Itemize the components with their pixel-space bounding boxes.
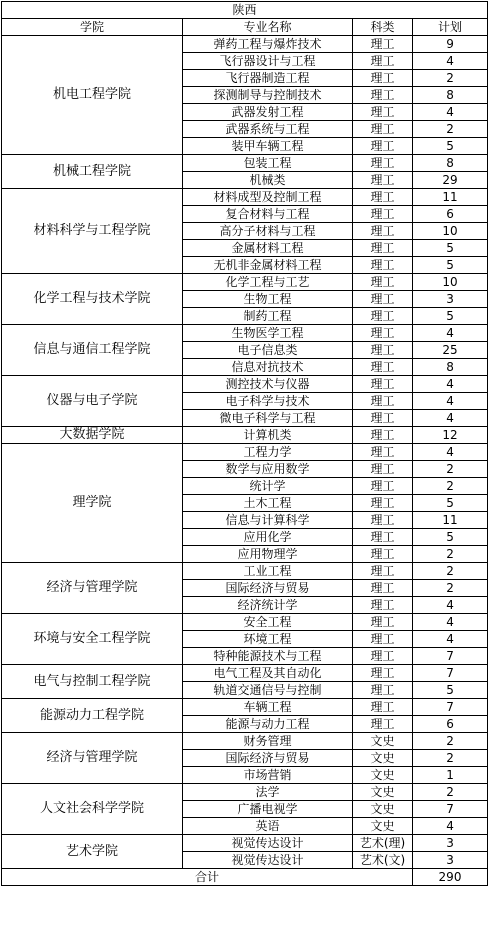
table-row xyxy=(2,665,488,682)
college-cell: 材料科学与工程学院 xyxy=(2,189,183,274)
table-row xyxy=(2,376,488,393)
table-row xyxy=(2,614,488,631)
major-cell: 特种能源技术与工程 xyxy=(183,648,353,665)
category-cell: 文史 xyxy=(353,750,413,767)
table-row xyxy=(2,784,488,801)
plan-cell: 6 xyxy=(413,206,488,223)
plan-cell: 3 xyxy=(413,291,488,308)
plan-cell: 3 xyxy=(413,835,488,852)
plan-cell: 29 xyxy=(413,172,488,189)
header-college: 学院 xyxy=(2,19,183,36)
category-cell: 理工 xyxy=(353,138,413,155)
major-cell: 电气工程及其自动化 xyxy=(183,665,353,682)
plan-cell: 8 xyxy=(413,87,488,104)
major-cell: 信息对抗技术 xyxy=(183,359,353,376)
plan-cell: 1 xyxy=(413,767,488,784)
plan-cell: 2 xyxy=(413,478,488,495)
category-cell: 理工 xyxy=(353,631,413,648)
college-cell: 仪器与电子学院 xyxy=(2,376,183,427)
category-cell: 理工 xyxy=(353,291,413,308)
category-cell: 理工 xyxy=(353,308,413,325)
major-cell: 电子科学与技术 xyxy=(183,393,353,410)
major-cell: 视觉传达设计 xyxy=(183,835,353,852)
category-cell: 理工 xyxy=(353,274,413,291)
major-cell: 生物医学工程 xyxy=(183,325,353,342)
major-cell: 视觉传达设计 xyxy=(183,852,353,869)
college-cell: 经济与管理学院 xyxy=(2,733,183,784)
plan-cell: 2 xyxy=(413,784,488,801)
college-cell: 理学院 xyxy=(2,444,183,563)
major-cell: 车辆工程 xyxy=(183,699,353,716)
category-cell: 理工 xyxy=(353,614,413,631)
category-cell: 文史 xyxy=(353,733,413,750)
category-cell: 理工 xyxy=(353,155,413,172)
plan-cell: 2 xyxy=(413,750,488,767)
major-cell: 飞行器制造工程 xyxy=(183,70,353,87)
college-cell: 化学工程与技术学院 xyxy=(2,274,183,325)
major-cell: 土木工程 xyxy=(183,495,353,512)
table-row xyxy=(2,36,488,53)
plan-cell: 8 xyxy=(413,359,488,376)
major-cell: 探测制导与控制技术 xyxy=(183,87,353,104)
header-category: 科类 xyxy=(353,19,413,36)
major-cell: 应用化学 xyxy=(183,529,353,546)
plan-cell: 5 xyxy=(413,257,488,274)
category-cell: 理工 xyxy=(353,597,413,614)
plan-cell: 5 xyxy=(413,529,488,546)
category-cell: 理工 xyxy=(353,529,413,546)
plan-cell: 5 xyxy=(413,138,488,155)
category-cell: 理工 xyxy=(353,563,413,580)
table-row xyxy=(2,325,488,342)
major-cell: 英语 xyxy=(183,818,353,835)
category-cell: 理工 xyxy=(353,648,413,665)
major-cell: 金属材料工程 xyxy=(183,240,353,257)
category-cell: 文史 xyxy=(353,784,413,801)
plan-cell: 2 xyxy=(413,546,488,563)
plan-cell: 25 xyxy=(413,342,488,359)
category-cell: 理工 xyxy=(353,189,413,206)
category-cell: 理工 xyxy=(353,104,413,121)
total-value: 290 xyxy=(413,869,488,886)
major-cell: 电子信息类 xyxy=(183,342,353,359)
major-cell: 财务管理 xyxy=(183,733,353,750)
plan-cell: 4 xyxy=(413,325,488,342)
major-cell: 广播电视学 xyxy=(183,801,353,818)
major-cell: 复合材料与工程 xyxy=(183,206,353,223)
major-cell: 飞行器设计与工程 xyxy=(183,53,353,70)
major-cell: 经济统计学 xyxy=(183,597,353,614)
major-cell: 工程力学 xyxy=(183,444,353,461)
major-cell: 包装工程 xyxy=(183,155,353,172)
plan-cell: 4 xyxy=(413,104,488,121)
table-row xyxy=(2,427,488,444)
plan-cell: 7 xyxy=(413,801,488,818)
major-cell: 武器发射工程 xyxy=(183,104,353,121)
plan-cell: 4 xyxy=(413,410,488,427)
college-cell: 能源动力工程学院 xyxy=(2,699,183,733)
major-cell: 高分子材料与工程 xyxy=(183,223,353,240)
table-row xyxy=(2,155,488,172)
header-plan: 计划 xyxy=(413,19,488,36)
plan-cell: 5 xyxy=(413,495,488,512)
plan-cell: 4 xyxy=(413,631,488,648)
college-cell: 环境与安全工程学院 xyxy=(2,614,183,665)
plan-cell: 9 xyxy=(413,36,488,53)
major-cell: 计算机类 xyxy=(183,427,353,444)
category-cell: 理工 xyxy=(353,376,413,393)
category-cell: 理工 xyxy=(353,665,413,682)
category-cell: 理工 xyxy=(353,393,413,410)
college-cell: 大数据学院 xyxy=(2,427,183,444)
title-row xyxy=(2,2,488,19)
college-cell: 艺术学院 xyxy=(2,835,183,869)
major-cell: 市场营销 xyxy=(183,767,353,784)
plan-cell: 2 xyxy=(413,733,488,750)
category-cell: 理工 xyxy=(353,240,413,257)
category-cell: 理工 xyxy=(353,172,413,189)
major-cell: 武器系统与工程 xyxy=(183,121,353,138)
plan-cell: 4 xyxy=(413,614,488,631)
college-cell: 经济与管理学院 xyxy=(2,563,183,614)
major-cell: 安全工程 xyxy=(183,614,353,631)
major-cell: 弹药工程与爆炸技术 xyxy=(183,36,353,53)
plan-cell: 11 xyxy=(413,512,488,529)
major-cell: 应用物理学 xyxy=(183,546,353,563)
category-cell: 理工 xyxy=(353,546,413,563)
category-cell: 艺术(理) xyxy=(353,835,413,852)
category-cell: 文史 xyxy=(353,818,413,835)
major-cell: 国际经济与贸易 xyxy=(183,750,353,767)
plan-cell: 10 xyxy=(413,223,488,240)
category-cell: 理工 xyxy=(353,461,413,478)
category-cell: 理工 xyxy=(353,495,413,512)
category-cell: 文史 xyxy=(353,767,413,784)
category-cell: 理工 xyxy=(353,427,413,444)
plan-cell: 5 xyxy=(413,682,488,699)
plan-cell: 6 xyxy=(413,716,488,733)
major-cell: 国际经济与贸易 xyxy=(183,580,353,597)
plan-cell: 2 xyxy=(413,563,488,580)
table-row xyxy=(2,733,488,750)
table-row xyxy=(2,563,488,580)
major-cell: 数学与应用数学 xyxy=(183,461,353,478)
college-cell: 信息与通信工程学院 xyxy=(2,325,183,376)
major-cell: 轨道交通信号与控制 xyxy=(183,682,353,699)
category-cell: 艺术(文) xyxy=(353,852,413,869)
major-cell: 微电子科学与工程 xyxy=(183,410,353,427)
category-cell: 理工 xyxy=(353,206,413,223)
category-cell: 理工 xyxy=(353,444,413,461)
table-row xyxy=(2,699,488,716)
plan-cell: 7 xyxy=(413,648,488,665)
major-cell: 统计学 xyxy=(183,478,353,495)
major-cell: 环境工程 xyxy=(183,631,353,648)
total-label: 合计 xyxy=(2,869,413,886)
plan-cell: 5 xyxy=(413,308,488,325)
plan-cell: 4 xyxy=(413,393,488,410)
plan-cell: 7 xyxy=(413,699,488,716)
plan-cell: 11 xyxy=(413,189,488,206)
major-cell: 装甲车辆工程 xyxy=(183,138,353,155)
plan-cell: 4 xyxy=(413,53,488,70)
category-cell: 理工 xyxy=(353,87,413,104)
major-cell: 工业工程 xyxy=(183,563,353,580)
plan-cell: 4 xyxy=(413,818,488,835)
college-cell: 机械工程学院 xyxy=(2,155,183,189)
category-cell: 理工 xyxy=(353,342,413,359)
category-cell: 文史 xyxy=(353,801,413,818)
plan-cell: 2 xyxy=(413,70,488,87)
major-cell: 材料成型及控制工程 xyxy=(183,189,353,206)
major-cell: 能源与动力工程 xyxy=(183,716,353,733)
table-row xyxy=(2,835,488,852)
category-cell: 理工 xyxy=(353,121,413,138)
plan-cell: 2 xyxy=(413,461,488,478)
category-cell: 理工 xyxy=(353,36,413,53)
category-cell: 理工 xyxy=(353,53,413,70)
category-cell: 理工 xyxy=(353,70,413,87)
plan-cell: 2 xyxy=(413,580,488,597)
plan-cell: 3 xyxy=(413,852,488,869)
college-cell: 人文社会科学学院 xyxy=(2,784,183,835)
plan-cell: 7 xyxy=(413,665,488,682)
major-cell: 生物工程 xyxy=(183,291,353,308)
major-cell: 无机非金属材料工程 xyxy=(183,257,353,274)
plan-cell: 5 xyxy=(413,240,488,257)
table-row xyxy=(2,189,488,206)
category-cell: 理工 xyxy=(353,699,413,716)
plan-cell: 8 xyxy=(413,155,488,172)
category-cell: 理工 xyxy=(353,682,413,699)
category-cell: 理工 xyxy=(353,410,413,427)
category-cell: 理工 xyxy=(353,257,413,274)
plan-cell: 10 xyxy=(413,274,488,291)
category-cell: 理工 xyxy=(353,512,413,529)
category-cell: 理工 xyxy=(353,580,413,597)
major-cell: 信息与计算科学 xyxy=(183,512,353,529)
category-cell: 理工 xyxy=(353,359,413,376)
plan-cell: 4 xyxy=(413,444,488,461)
category-cell: 理工 xyxy=(353,223,413,240)
table-row xyxy=(2,274,488,291)
total-row xyxy=(2,869,488,886)
major-cell: 机械类 xyxy=(183,172,353,189)
major-cell: 测控技术与仪器 xyxy=(183,376,353,393)
enrollment-plan-table xyxy=(1,1,488,886)
plan-cell: 4 xyxy=(413,597,488,614)
major-cell: 制药工程 xyxy=(183,308,353,325)
college-cell: 电气与控制工程学院 xyxy=(2,665,183,699)
header-row xyxy=(2,19,488,36)
plan-cell: 2 xyxy=(413,121,488,138)
plan-cell: 4 xyxy=(413,376,488,393)
category-cell: 理工 xyxy=(353,325,413,342)
category-cell: 理工 xyxy=(353,478,413,495)
header-major: 专业名称 xyxy=(183,19,353,36)
major-cell: 法学 xyxy=(183,784,353,801)
table-title: 陕西 xyxy=(2,2,488,19)
table-row xyxy=(2,444,488,461)
college-cell: 机电工程学院 xyxy=(2,36,183,155)
major-cell: 化学工程与工艺 xyxy=(183,274,353,291)
category-cell: 理工 xyxy=(353,716,413,733)
plan-cell: 12 xyxy=(413,427,488,444)
